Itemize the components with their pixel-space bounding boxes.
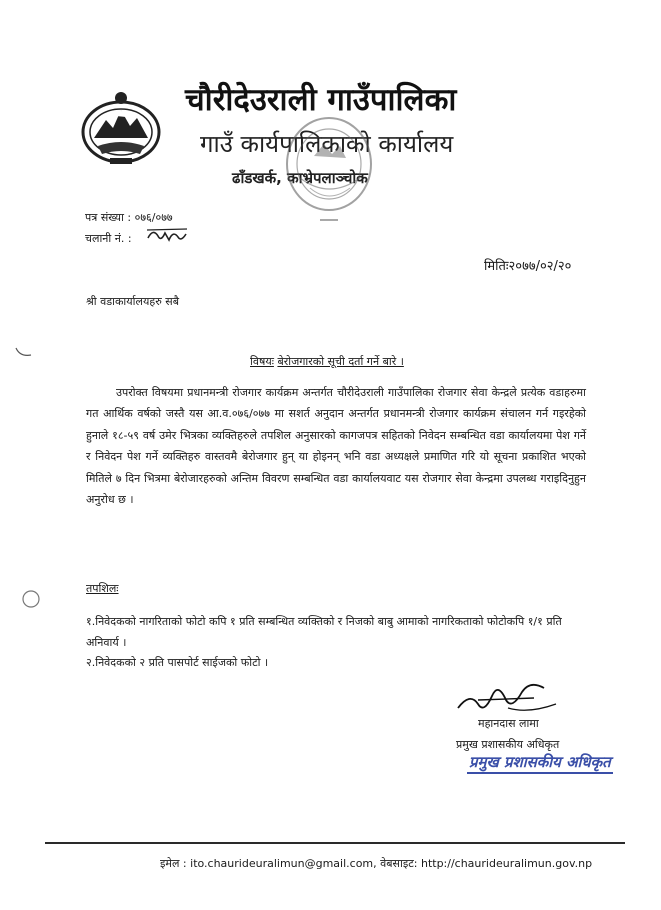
- footer-divider: [45, 842, 625, 844]
- office-seal-stamp: [280, 108, 378, 232]
- subject-text: बेरोजगारको सूची दर्ता गर्ने बारे ।: [277, 355, 404, 368]
- designation-stamp: प्रमुख प्रशासकीय अधिकृत: [467, 752, 613, 774]
- signatory-name: महानदास लामा: [478, 717, 539, 730]
- nepal-emblem-logo: [80, 88, 162, 168]
- subject-label: विषयः: [250, 355, 274, 368]
- office-address: ढाँडखर्क, काभ्रेपलाञ्चोक: [232, 169, 368, 187]
- details-item: २.निवेदकको २ प्रति पासपोर्ट साईजको फोटो ।: [86, 656, 269, 669]
- dispatch-number-handwriting: [145, 224, 189, 246]
- recipient: श्री वडाकार्यालयहरु सबै: [86, 295, 179, 308]
- subject-line: [250, 354, 404, 369]
- handwritten-signature: [448, 674, 563, 718]
- dispatch-number-label: चलानी नं. :: [85, 232, 132, 245]
- letter-number: पत्र संख्या : ०७६/०७७: [85, 211, 173, 224]
- letter-body: उपरोक्त विषयमा प्रधानमन्त्री रोजगार कार्यक्रम अन्तर्गत चौरीदेउराली गाउँपालिका रोजगार सेवा केन्द्रले प्रत्येक वडाहरुमा गत आर्थिक वर्षको जस्तै यस आ.व.०७६/०७७ मा सशर्त अनुदान अन्तर्गत प्रधानमन्त्री रोजगार कार्यक्रम संचालन गर्न गइरहेको हुनाले १८-५९ वर्ष उमेर भित्रका व्यक्तिहरुले तपशिल अनुसारको कागजपत्र सहितको निवेदन सम्बन्धित वडा कार्यालयमा पेश गर्ने र निवेदन पेश गर्ने व्यक्तिहरु वास्तवमै बेरोजगार हुन् या होइनन् भनि वडा अध्यक्षले प्रमाणित गरि यो सूचना प्रकाशित भएको मितिले ७ दिन भित्रमा बेरोजारहरुको अन्तिम विवरण सम्बन्धित वडा कार्यालयवाट यस रोजगार सेवा केन्द्रमा उपलब्ध गराइदिनुहुन अनुरोध छ ।: [86, 386, 586, 507]
- office-name: गाउँ कार्यपालिकाको कार्यालय: [200, 130, 454, 158]
- letter-date: मितिः२०७७/०२/२०: [484, 259, 572, 274]
- punch-hole-mark: [14, 345, 34, 359]
- signatory-title: प्रमुख प्रशासकीय अधिकृत: [456, 738, 560, 751]
- details-heading: तपशिलः: [86, 582, 119, 595]
- punch-hole-mark: [20, 588, 42, 610]
- footer-contact: इमेल : ito.chaurideuralimun@gmail.com, वेबसाइट: http://chaurideuralimun.gov.np: [160, 857, 593, 870]
- organization-name: चौरीदेउराली गाउँपालिका: [185, 82, 457, 118]
- details-item: १.निवेदकको नागरिताको फोटो कपि १ प्रति सम्बन्धित व्यक्तिको र निजको बाबु आमाको नागरिकताको फोटोकपि १/१ प्रति अनिवार्य ।: [86, 615, 562, 649]
